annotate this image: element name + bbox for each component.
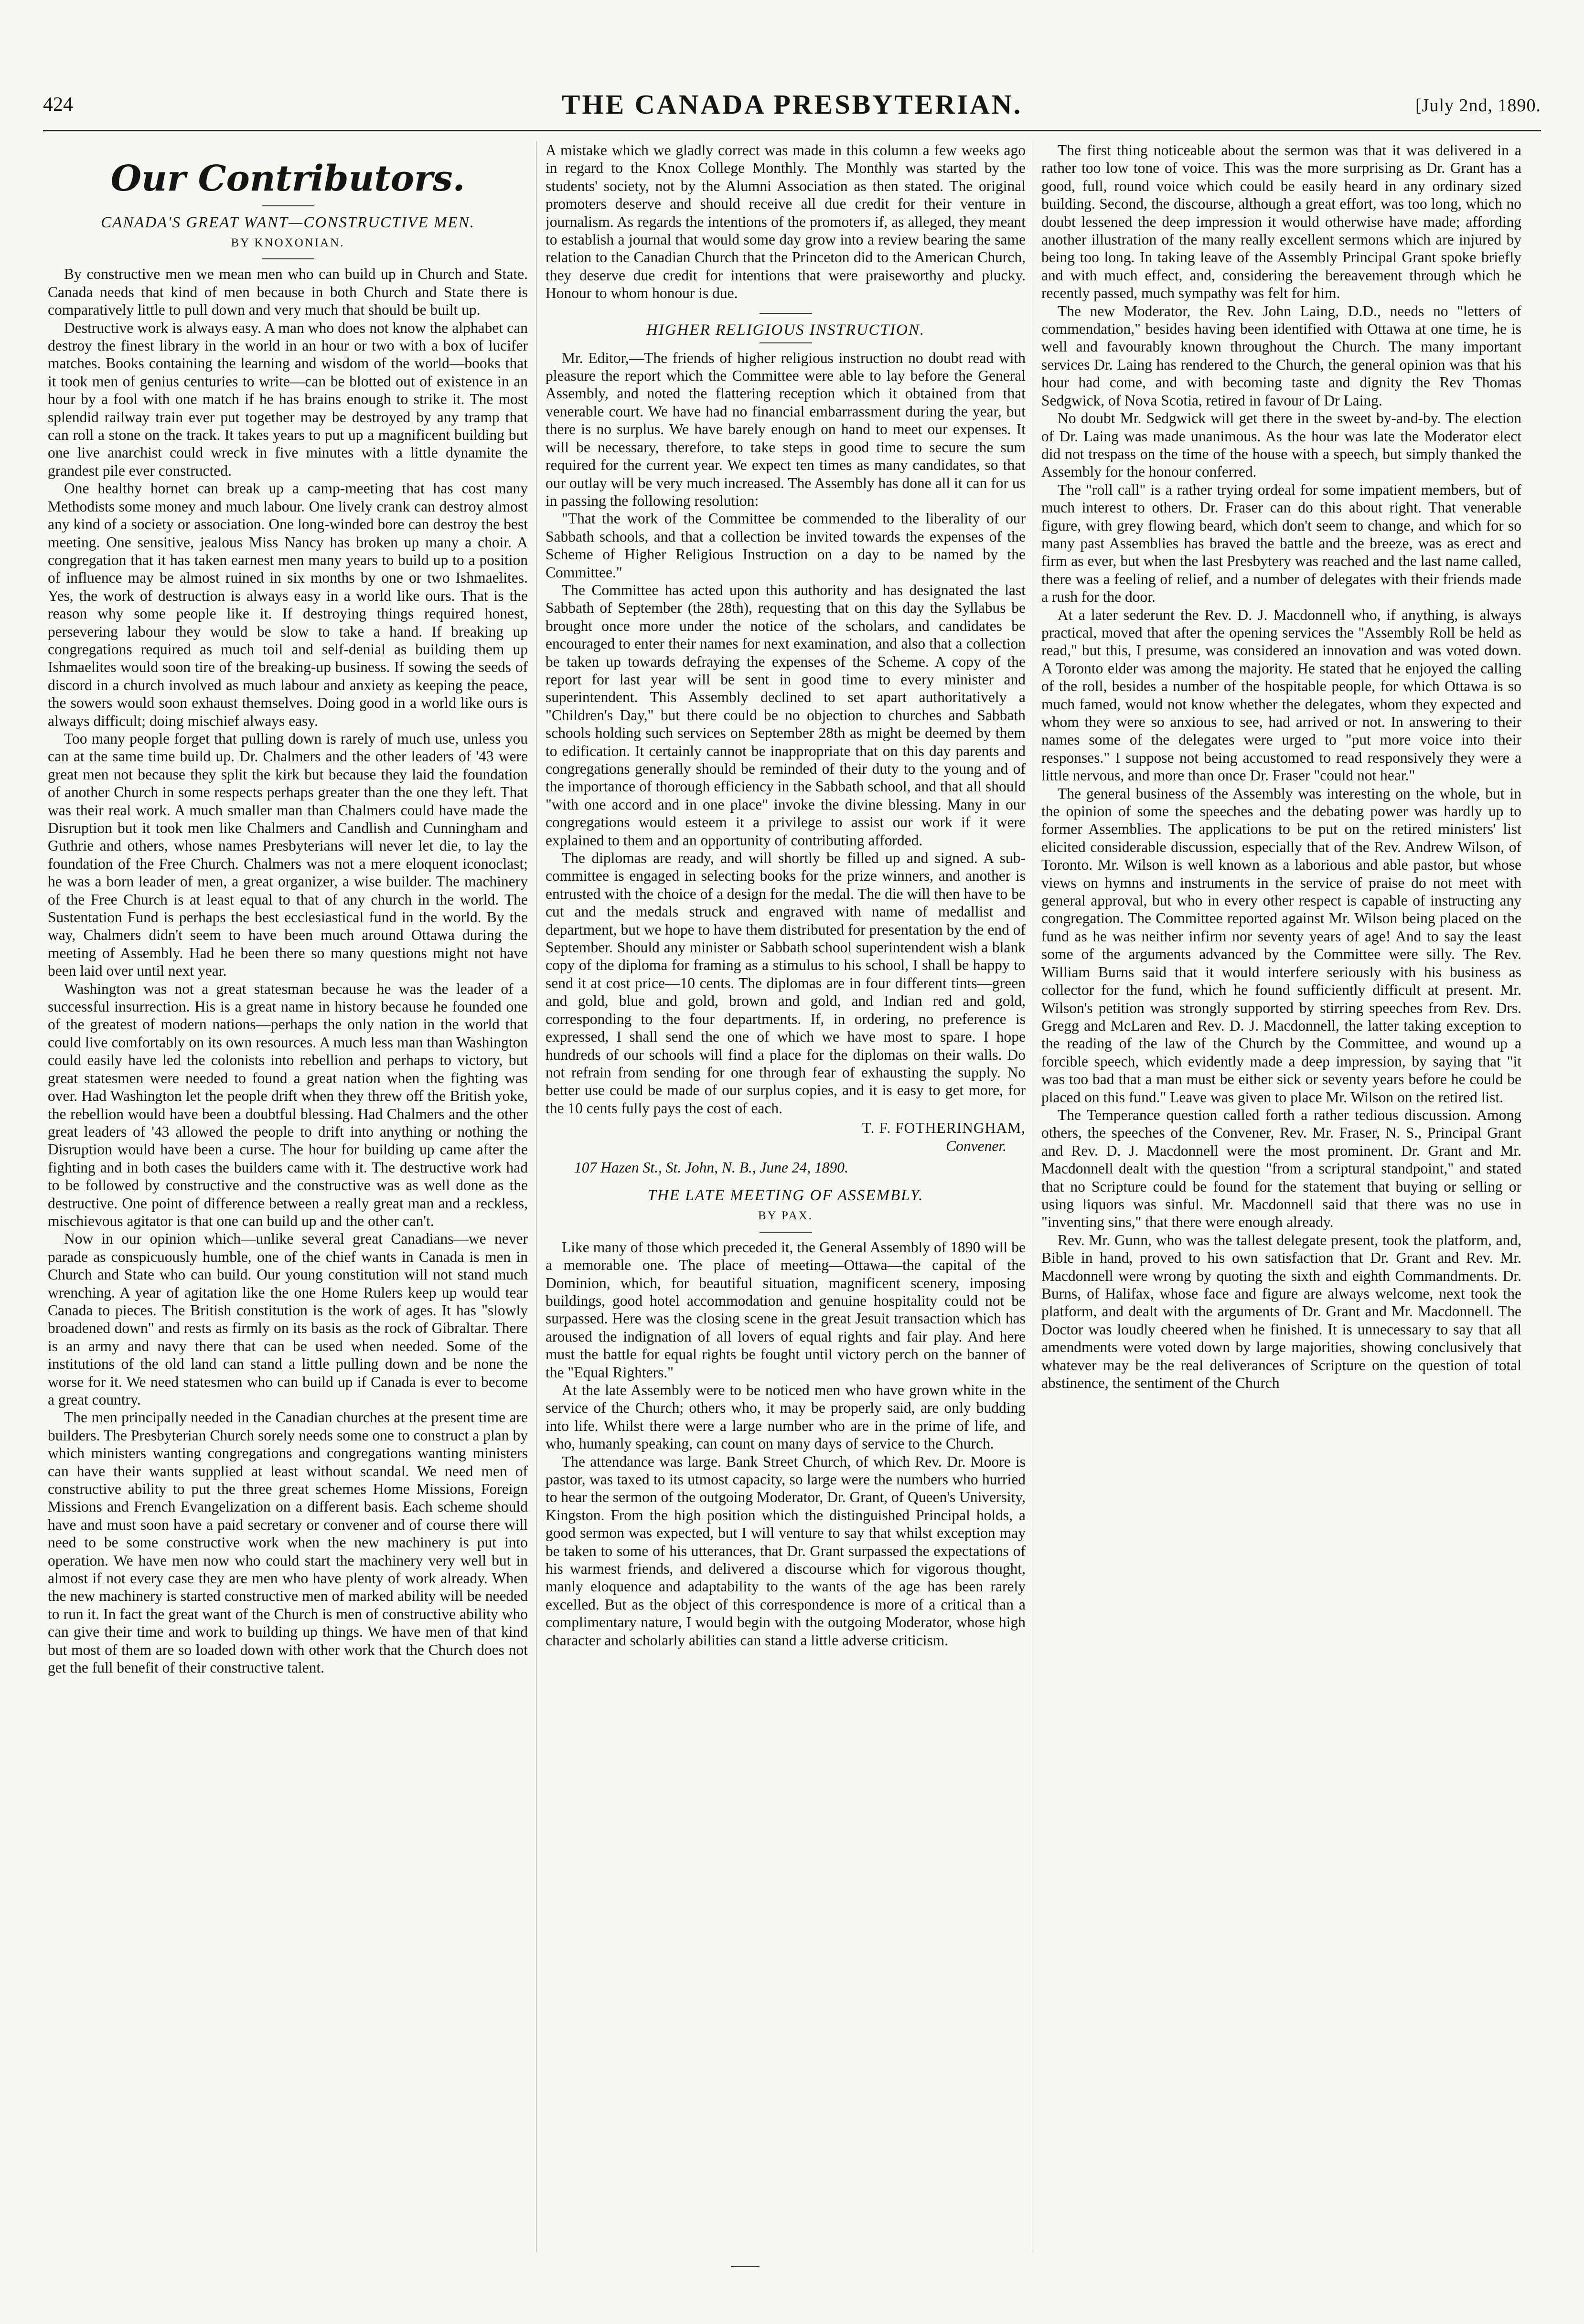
paragraph: Mr. Editor,—The friends of higher religious instruction no doubt read with pleasure the report which the Committee were able to lay before the General Assembly, and noted the flattering reception which it obtained from that venerable court. We have had no financial embarrassment during the year, but there is no surplus. We have barely enough on hand to meet our expenses. It will be necessary, therefore, to take steps in good time to secure the sum required for the current year. We expect ten times as many candidates, so that our outlay will be very much increased. The Assembly has done all it can for us in passing the following resolution: bbox=[546, 349, 1026, 509]
column-1 bbox=[48, 141, 528, 2252]
article-headline: THE LATE MEETING OF ASSEMBLY. bbox=[647, 1187, 924, 1205]
paragraph: "That the work of the Committee be commended to the liberality of our Sabbath schools, and that a collection be invited towards the expenses of the Scheme of Higher Religious Instruction on a day to be named by the Committee." bbox=[546, 510, 1026, 581]
paragraph: Washington was not a great statesman because he was the leader of a successful insurrection. His is a great name in history because he founded one of the greatest of modern nations—perhaps the only nation in the world that could live comfortably on its own resources. A much less man than Washington could easily have led the colonists into rebellion and perhaps to victory, but great statesmen were needed to found a great nation when the fighting was over. Had Washington let the people drift when they threw off the British yoke, the rebellion would have been a doubtful blessing. Had Chalmers and the other great leaders of '43 allowed the people to drift into anything or nothing the Disruption would have been a curse. The hour for building up came after the fighting and in both cases the builders came with it. The destructive work had to be followed by constructive and the constructive was as well done as the destructive. One point of difference between a really great man and a reckless, mischievous agitator is that one can build up and the other can't. bbox=[48, 980, 528, 1229]
paragraph: One healthy hornet can break up a camp-meeting that has cost many Methodists some money and much labour. One lively crank can destroy almost any kind of a society or association. One long-winded bore can destroy the best meeting. One sensitive, jealous Miss Nancy has broken up many a choir. A congregation that it has taken earnest men many years to build up to a position of influence may be almost ruined in six months by one or two Ishmaelites. Yes, the work of destruction is always easy in a world like ours. That is the reason why some people like it. If destroying things required honest, persevering labour they would be slow to take a hand. If breaking up congregations required as much toil and self-denial as building them up Ishmaelites would soon tire of the breaking-up business. If sowing the seeds of discord in a church involved as much labour and anxiety as keeping the peace, the sowers would soon exhaust themselves. Doing good in a world like ours is always difficult; doing mischief always easy. bbox=[48, 480, 528, 729]
column-2 bbox=[546, 141, 1026, 2252]
paragraph: The "roll call" is a rather trying ordeal for some impatient members, but of much interest to others. Dr. Fraser can do this about right. That venerable figure, with grey flowing beard, which don't seem to change, and which for so many past Assemblies has braved the battle and the breeze, was as erect and firm as ever, but when the last Presbytery was reached and the last name called, there was a feeling of relief, and a number of delegates with their friends made a rush for the door. bbox=[1041, 481, 1521, 606]
paragraph: The attendance was large. Bank Street Church, of which Rev. Dr. Moore is pastor, was taxed to its utmost capacity, so large were the numbers who hurried to hear the sermon of the outgoing Moderator, Dr. Grant, of Queen's University, Kingston. From the high position which the distinguished Principal holds, a good sermon was expected, but I will venture to say that whilst exception may be taken to some of his utterances, that Dr. Grant surpassed the expectations of his warmest friends, and delivered a discourse which for vigorous thought, manly eloquence and adaptability to the wants of the age has been rarely excelled. But as the object of this correspondence is more of a critical than a complimentary nature, I would begin with the outgoing Moderator, whose high character and scholarly abilities can stand a little adverse criticism. bbox=[546, 1453, 1026, 1649]
paragraph: A mistake which we gladly correct was made in this column a few weeks ago in regard to the Knox College Monthly. The Monthly was started by the students' society, not by the Alumni Association as then stated. The original promoters deserve and should receive all due credit for their venture in journalism. As regards the intentions of the promoters if, as alleged, they meant to establish a journal that would some day grow into a review bearing the same relation to the Canadian Church that the Princeton did to the American Church, they deserve due credit for intentions that were praiseworthy and plucky. Honour to whom honour is due. bbox=[546, 142, 1026, 302]
article-headline: HIGHER RELIGIOUS INSTRUCTION. bbox=[646, 321, 925, 339]
section-masthead: Our Contributors. bbox=[110, 158, 465, 199]
article-headline: CANADA'S GREAT WANT—CONSTRUCTIVE MEN. bbox=[101, 214, 475, 231]
paragraph: The general business of the Assembly was interesting on the whole, but in the opinion of some the speeches and the debating power was hardly up to former Assemblies. The applications to be put on the retired ministers' list elicited considerable discussion, especially that of the Rev. Andrew Wilson, of Toronto. Mr. Wilson is well known as a laborious and able pastor, but whose views on hymns and instruments in the service of praise do not meet with general approval, but who in every other respect is capable of instructing any congregation. The Committee reported against Mr. Wilson being placed on the fund as he was neither infirm nor seventy years of age! And to say the least some of the arguments advanced by the Committee were silly. The Rev. William Burns said that it would interfere seriously with his business as collector for the fund, which he found sufficiently difficult at present. Mr. Wilson's petition was strongly supported by stirring speeches from Rev. Drs. Gregg and McLaren and Rev. D. J. Macdonnell, the latter taking exception to the reading of the law of the Church by the Committee, and wound up a forcible speech, which evidently made a deep impression, by saying that "it was too bad that a man must be either sick or seventy years before he could be placed on this fund." Leave was given to place Mr. Wilson on the retired list. bbox=[1041, 785, 1521, 1106]
paragraph: Too many people forget that pulling down is rarely of much use, unless you can at the same time build up. Dr. Chalmers and the other leaders of '43 were great men not because they split the kirk but because they laid the foundation of another Church in some respects perhaps greater than the one they left. That was their real work. A much smaller man than Chalmers could have made the Disruption but it took men like Chalmers and Candlish and Cunningham and Guthrie and others, whose names Presbyterians will never let die, to lay the foundation of the Free Church. Chalmers was not a mere eloquent iconoclast; he was a born leader of men, a great organizer, a wise builder. The machinery of the Free Church is at least equal to that of any church in the world. The Sustentation Fund is perhaps the best ecclesiastical fund in the world. By the way, Chalmers didn't seem to have been much around Ottawa during the meeting of Assembly. Had he been there so many questions might not have been laid over until next year. bbox=[48, 730, 528, 980]
divider bbox=[760, 342, 812, 343]
divider bbox=[760, 313, 812, 314]
paragraph: The diplomas are ready, and will shortly be filled up and signed. A sub-committee is engaged in selecting books for the prize winners, and another is entrusted with the choice of a design for the medal. The die will then have to be cut and the medals struck and engraved with name of medallist and department, but we hope to have them distributed for presentation by the end of September. Should any minister or Sabbath school superintendent wish a blank copy of the diploma for framing as a stimulus to his school, I shall be happy to send it at cost price—10 cents. The diplomas are in four different tints—green and gold, blue and gold, brown and gold, and Indian red and gold, corresponding to the four departments. If, in ordering, no preference is expressed, I shall send the one of which we have most to spare. I hope hundreds of our schools will find a place for the diplomas on their walls. Do not refrain from sending for one through fear of exhausting the supply. No better use could be made of our surplus copies, and it is easy to get more, for the 10 cents fully pays the cost of each. bbox=[546, 850, 1026, 1117]
paragraph: Rev. Mr. Gunn, who was the tallest delegate present, took the platform, and, Bible in hand, proved to his own satisfaction that Dr. Grant and Rev. Mr. Macdonnell were wrong by quoting the sixth and eighth Commandments. Dr. Burns, of Halifax, whose face and figure are always welcome, next took the platform, and dealt with the arguments of Dr. Grant and Mr. Macdonnell. The Doctor was loudly cheered when he finished. It is unnecessary to say that all amendments were voted down by large majorities, showing conclusively that whatever may be the real deliverances of Scripture on the question of total abstinence, the sentiment of the Church bbox=[1041, 1231, 1521, 1392]
paragraph: The men principally needed in the Canadian churches at the present time are builders. The Presbyterian Church sorely needs some one to construct a plan by which ministers wanting congregations and congregations wanting ministers can have their wants supplied at least without scandal. We need men of constructive ability to put the three great schemes Home Missions, Foreign Missions and French Evangelization on a different basis. Each scheme should have and must soon have a paid secretary or convener and of course there will need to be some constructive work when the new machinery is put into operation. We have men now who could start the machinery very well but in almost if not every case they are men who have plenty of work already. When the new machinery is started constructive men of marked ability will be needed to run it. In fact the great want of the Church is men of constructive ability who can give their time and work to building up things. We have men of that kind but most of them are so loaded down with other work that the Church does not get the full benefit of their constructive talent. bbox=[48, 1409, 528, 1676]
paragraph: The first thing noticeable about the sermon was that it was delivered in a rather too low tone of voice. This was the more surprising as Dr. Grant has a good, full, round voice which could be easily heard in any ordinary sized building. Second, the discourse, although a great effort, was too long, which no doubt lessened the deep impression it would otherwise have made; affording another illustration of the many really excellent sermons which are injured by being too long. In taking leave of the Assembly Principal Grant spoke briefly and with much effect, and, considering the bereavement through which he recently passed, much sympathy was felt for him. bbox=[1041, 142, 1521, 302]
paragraph: Now in our opinion which—unlike several great Canadians—we never parade as conspicuously humble, one of the chief wants in Canada is men in Church and State who can build. Our young constitution will not stand much wrenching. A year of agitation like the one Home Rulers keep up would tear Canada to pieces. The British constitution is the work of ages. It has "slowly broadened down" and rests as firmly on its basis as the rock of Gibraltar. There is an army and navy there that can be used when needed. Some of the institutions of the old land can stand a little pulling down and be none the worse for it. We need statesmen who can build up if Canada is ever to become a great country. bbox=[48, 1230, 528, 1408]
paragraph: Destructive work is always easy. A man who does not know the alphabet can destroy the finest library in the world in an hour or two with a box of lucifer matches. Books containing the learning and wisdom of the world—books that it took men of genius centuries to write—can be blotted out of existence in an hour by a fool with one match if he has brains enough to strike it. The most splendid railway train ever put together may be destroyed by any tramp that can roll a stone on the track. It takes years to put up a magnificent building but one live anarchist could wreck in five minutes with a little dynamite the grandest pile ever constructed. bbox=[48, 319, 528, 479]
page-header bbox=[43, 88, 1541, 127]
paragraph: Like many of those which preceded it, the General Assembly of 1890 will be a memorable one. The place of meeting—Ottawa—the capital of the Dominion, which, for beautiful situation, magnificent scenery, imposing buildings, good hotel accommodation and genuine hospitality could not be surpassed. Here was the closing scene in the great Jesuit transaction which has aroused the indignation of all lovers of equal rights and fair play. And here must the battle for equal rights be fought until victory perch on the banner of the "Equal Righters." bbox=[546, 1238, 1026, 1381]
paragraph: By constructive men we mean men who can build up in Church and State. Canada needs that kind of men because in both Church and State there is comparatively little to pull down and very much that should be built up. bbox=[48, 266, 528, 319]
footer-rule bbox=[731, 2266, 760, 2267]
page-number: 424 bbox=[43, 94, 73, 116]
address-line: 107 Hazen St., St. John, N. B., June 24, 1890. bbox=[574, 1159, 848, 1176]
column-3 bbox=[1041, 141, 1521, 2252]
signature-role: Convener. bbox=[946, 1137, 1006, 1154]
divider bbox=[262, 258, 314, 259]
paragraph: At a later sederunt the Rev. D. J. Macdonnell who, if anything, is always practical, moved that after the opening services the "Assembly Roll be held as read," but this, I presume, was considered an innovation and was voted down. A Toronto elder was among the majority. He stated that he enjoyed the calling of the roll, besides a number of the hospitable people, for which Ottawa is so much famed, would not know whether the delegates, whom they expected and whom they were so anxious to see, had arrived or not. In answering to their names some of the delegates were urged to "put more voice into their responses." I suppose not being accustomed to read responsively they were a little nervous, and more than once Dr. Fraser "could not hear." bbox=[1041, 606, 1521, 784]
signature: T. F. FOTHERINGHAM, bbox=[862, 1119, 1026, 1137]
divider bbox=[262, 205, 314, 206]
article-byline: BY KNOXONIAN. bbox=[231, 236, 345, 249]
article-byline: BY PAX. bbox=[758, 1209, 813, 1223]
paragraph: At the late Assembly were to be noticed men who have grown white in the service of the Church; others who, it may be properly said, are only budding into life. Whilst there were a large number who are in the prime of life, and who, humanly speaking, can count on many days of service to the Church. bbox=[546, 1382, 1026, 1452]
paragraph: The Temperance question called forth a rather tedious discussion. Among others, the speeches of the Convener, Rev. Mr. Fraser, N. S., Principal Grant and Rev. D. J. Macdonnell were the most prominent. Dr. Grant and Mr. Macdonnell dealt with the question "from a scriptural standpoint," and stated that no Scripture could be found for the statement that buying or selling or using liquors was sinful. Mr. Macdonnell said that there was no use in "inventing sins," that there were enough already. bbox=[1041, 1106, 1521, 1231]
divider bbox=[760, 1232, 812, 1233]
paragraph: No doubt Mr. Sedgwick will get there in the sweet by-and-by. The election of Dr. Laing was made unanimous. As the hour was late the Moderator elect did not trespass on the time of the house with a speech, but simply thanked the Assembly for the honour conferred. bbox=[1041, 410, 1521, 480]
publication-title: THE CANADA PRESBYTERIAN. bbox=[561, 89, 1023, 120]
paragraph: The new Moderator, the Rev. John Laing, D.D., needs no "letters of commendation," besides having been identified with Ottawa at one time, he is well and favourably known throughout the Church. The many important services Dr. Laing has rendered to the Church, the general opinion was that his hour had come, and with becoming taste and dignity the Rev Thomas Sedgwick, of Nova Scotia, retired in favour of Dr Laing. bbox=[1041, 302, 1521, 409]
paragraph: The Committee has acted upon this authority and has designated the last Sabbath of September (the 28th), requesting that on this day the Syllabus be brought once more under the notice of the scholars, and candidates be encouraged to enter their names for next examination, and also that a collection be taken up towards defraying the expenses of the Scheme. A copy of the report for last year will be sent in good time to every minister and superintendent. This Assembly declined to set apart authoritatively a "Children's Day," but there could be no objection to churches and Sabbath schools holding such services on September 28th as might be deemed by them to edification. It certainly cannot be inappropriate that on this day parents and congregations generally should be reminded of their duty to the young and of the importance of thorough efficiency in the Sabbath school, and that all should "with one accord and in one place" invoke the divine blessing. Many in our congregations would esteem it a privilege to assist our work if it were explained to them and an opportunity of contributing afforded. bbox=[546, 581, 1026, 849]
issue-date: [July 2nd, 1890. bbox=[1415, 96, 1541, 116]
header-rule bbox=[43, 130, 1541, 131]
